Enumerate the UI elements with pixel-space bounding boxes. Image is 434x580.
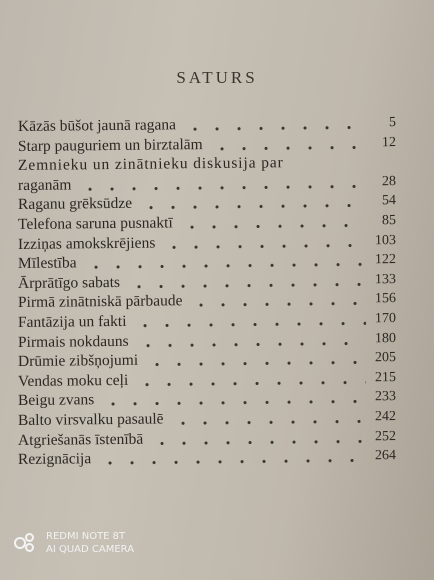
toc-entry-title: Drūmie zibšņojumi bbox=[17, 351, 139, 370]
camera-watermark bbox=[14, 530, 134, 556]
leader-dots bbox=[128, 282, 366, 288]
toc-entry-page: 252 bbox=[374, 428, 397, 444]
leader-dots bbox=[211, 145, 366, 151]
toc-entry-title: Raganu grēksūdze bbox=[17, 194, 133, 213]
toc-heading: SATURS bbox=[176, 68, 258, 87]
toc-entry-page: 242 bbox=[374, 408, 397, 424]
leader-dots bbox=[151, 438, 366, 444]
toc-entry-title: Fantāzija un fakti bbox=[17, 312, 127, 331]
toc-entry-title: Ārprātīgo sabats bbox=[17, 273, 121, 292]
toc-entry-page: 156 bbox=[374, 290, 397, 307]
toc-entry-title: Zemnieku un zinātnieku diskusija par bbox=[17, 153, 284, 174]
toc-entry-page: 122 bbox=[374, 251, 397, 268]
toc-entry-page: 264 bbox=[374, 447, 397, 463]
toc-entry-title: Pirmais nokdauns bbox=[17, 331, 129, 351]
toc-entry-page: 215 bbox=[374, 369, 397, 385]
leader-dots bbox=[163, 243, 366, 249]
toc-entry-page: 233 bbox=[374, 388, 397, 405]
leader-dots bbox=[136, 380, 366, 386]
toc-entry-page: 28 bbox=[381, 173, 397, 189]
toc-entry-page: 85 bbox=[381, 212, 397, 228]
leader-dots bbox=[181, 223, 366, 229]
leader-dots bbox=[184, 125, 366, 131]
leader-dots bbox=[190, 301, 366, 307]
toc-entry-title: raganām bbox=[17, 175, 72, 194]
toc-entry-page: 180 bbox=[374, 330, 397, 346]
toc-entry-page: 103 bbox=[374, 232, 397, 248]
table-of-contents bbox=[18, 116, 396, 469]
leader-dots bbox=[85, 262, 366, 269]
toc-entry-title: Starp pauguriem un birztalām bbox=[17, 135, 203, 155]
camera-logo-icon bbox=[14, 533, 40, 553]
leader-dots bbox=[99, 458, 366, 465]
toc-entry-page: 133 bbox=[374, 271, 397, 287]
toc-entry-title: Pirmā zinātniskā pārbaude bbox=[17, 292, 183, 311]
toc-entry-title: Vendas moku ceļi bbox=[17, 371, 129, 390]
toc-entry-title: Izziņas amokskrējiens bbox=[17, 233, 156, 253]
watermark-line2: AI QUAD CAMERA bbox=[46, 544, 135, 555]
leader-dots bbox=[137, 340, 366, 346]
toc-entry-page: 12 bbox=[381, 134, 397, 150]
toc-entry-page: 5 bbox=[388, 114, 397, 130]
toc-entry-title: Balto virsvalku pasaulē bbox=[17, 409, 164, 429]
toc-entry-title: Mīlestība bbox=[17, 254, 77, 272]
toc-entry-title: Atgriešanās īstenībā bbox=[17, 429, 144, 449]
leader-dots bbox=[134, 321, 366, 327]
toc-entry-page: 54 bbox=[381, 193, 397, 209]
leader-dots bbox=[292, 164, 366, 169]
toc-entry-page: 170 bbox=[374, 310, 397, 326]
toc-entry-title: Kāzās būšot jaunā ragana bbox=[17, 115, 177, 135]
leader-dots bbox=[140, 203, 366, 209]
toc-entry-title: Rezignācija bbox=[17, 449, 92, 468]
toc-entry-page: 205 bbox=[374, 349, 397, 365]
leader-dots bbox=[172, 419, 367, 425]
watermark-line1: REDMI NOTE 8T bbox=[46, 531, 126, 542]
leader-dots bbox=[102, 399, 366, 406]
toc-entry bbox=[18, 445, 396, 469]
leader-dots bbox=[146, 360, 366, 366]
toc-entry-title: Telefona saruna pusnaktī bbox=[17, 213, 173, 233]
leader-dots bbox=[79, 184, 366, 191]
toc-entry-title: Beigu zvans bbox=[17, 391, 95, 409]
